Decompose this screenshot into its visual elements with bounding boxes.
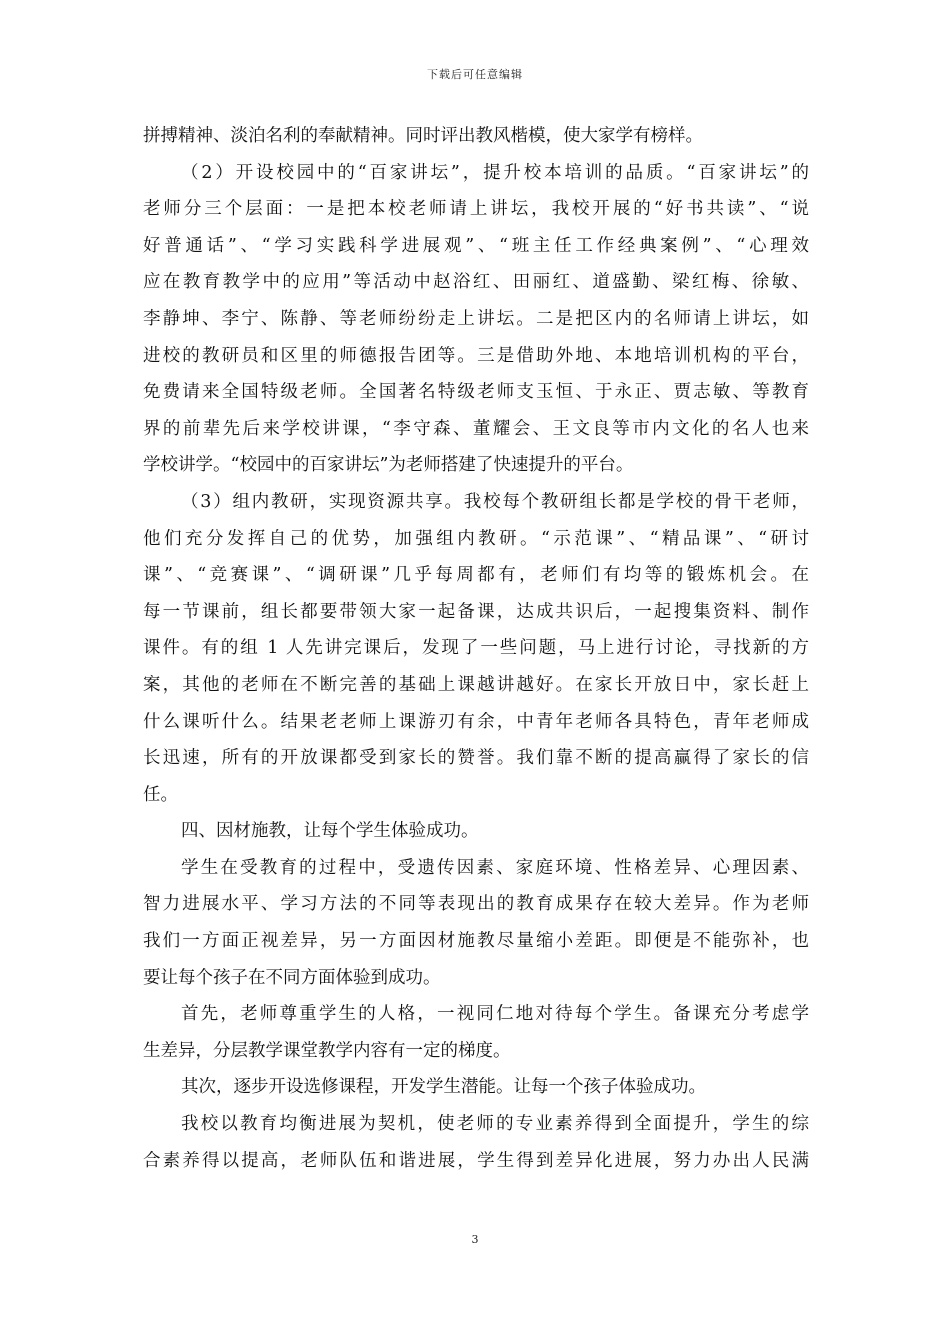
- text-line: 老师分三个层面：一是把本校老师请上讲坛，我校开展的“好书共读”、“说: [143, 199, 809, 220]
- text-line: 我们一方面正视差异，另一方面因材施教尽量缩小差距。即便是不能弥补，也: [143, 931, 809, 952]
- text-line: 学生在受教育的过程中，受遗传因素、家庭环境、性格差异、心理因素、: [181, 857, 809, 878]
- text-line: 拼搏精神、淡泊名利的奉献精神。同时评出教风楷模，使大家学有榜样。: [143, 126, 703, 146]
- page-number: 3: [471, 1233, 479, 1246]
- text-line: 进校的教研员和区里的师德报告团等。三是借助外地、本地培训机构的平台，: [143, 345, 809, 366]
- text-line: 长迅速，所有的开放课都受到家长的赞誉。我们靠不断的提高赢得了家长的信: [143, 748, 809, 769]
- text-line: 合素养得以提高，老师队伍和谐进展，学生得到差异化进展，努力办出人民满: [143, 1150, 809, 1171]
- text-line: 我校以教育均衡进展为契机，使老师的专业素养得到全面提升，学生的综: [181, 1114, 809, 1135]
- text-line: 要让每个孩子在不同方面体验到成功。: [143, 967, 441, 988]
- text-line: 好普通话”、“学习实践科学进展观”、“班主任工作经典案例”、“心理效: [143, 235, 809, 256]
- text-line: 生差异，分层教学课堂教学内容有一定的梯度。: [143, 1040, 511, 1061]
- text-line: 什么课听什么。结果老老师上课游刃有余，中青年老师各具特色，青年老师成: [143, 711, 809, 732]
- page-body: [143, 118, 809, 1179]
- text-line: 应在教育教学中的应用”等活动中赵浴红、田丽红、道盛勤、梁红梅、徐敏、: [143, 272, 809, 293]
- text-line: 李静坤、李宁、陈静、等老师纷纷走上讲坛。二是把区内的名师请上讲坛，如: [143, 308, 809, 329]
- text-line: 学校讲学。“校园中的百家讲坛”为老师搭建了快速提升的平台。: [143, 455, 634, 476]
- text-line: 免费请来全国特级老师。全国著名特级老师支玉恒、于永正、贾志敏、等教育: [143, 382, 809, 403]
- text-line: 课件。有的组 1 人先讲完课后，发现了一些问题，马上进行讨论，寻找新的方: [143, 638, 809, 659]
- text-line: 首先，老师尊重学生的人格，一视同仁地对待每个学生。备课充分考虑学: [181, 1004, 809, 1025]
- text-line: 任。: [143, 784, 178, 805]
- text-line: 案，其他的老师在不断完善的基础上课越讲越好。在家长开放日中，家长赶上: [143, 674, 809, 695]
- page-header: 下载后可任意编辑: [427, 68, 523, 81]
- section-heading: 四、因材施教，让每个学生体验成功。: [181, 821, 479, 842]
- text-line: 他们充分发挥自己的优势，加强组内教研。“示范课”、“精品课”、“研讨: [143, 528, 809, 549]
- text-line: 智力进展水平、学习方法的不同等表现出的教育成果存在较大差异。作为老师: [143, 894, 809, 915]
- text-line: 每一节课前，组长都要带领大家一起备课，达成共识后，一起搜集资料、制作: [143, 601, 809, 622]
- text-line: 界的前辈先后来学校讲课，“李守森、董耀会、王文良等市内文化的名人也来: [143, 418, 809, 439]
- text-line: （3）组内教研，实现资源共享。我校每个教研组长都是学校的骨干老师，: [181, 491, 809, 512]
- text-line: 课”、“竞赛课”、“调研课”几乎每周都有，老师们有均等的锻炼机会。在: [143, 565, 809, 586]
- text-line: （2）开设校园中的“百家讲坛”，提升校本培训的品质。“百家讲坛”的: [181, 162, 809, 183]
- text-line: 其次，逐步开设选修课程，开发学生潜能。让每一个孩子体验成功。: [181, 1077, 706, 1098]
